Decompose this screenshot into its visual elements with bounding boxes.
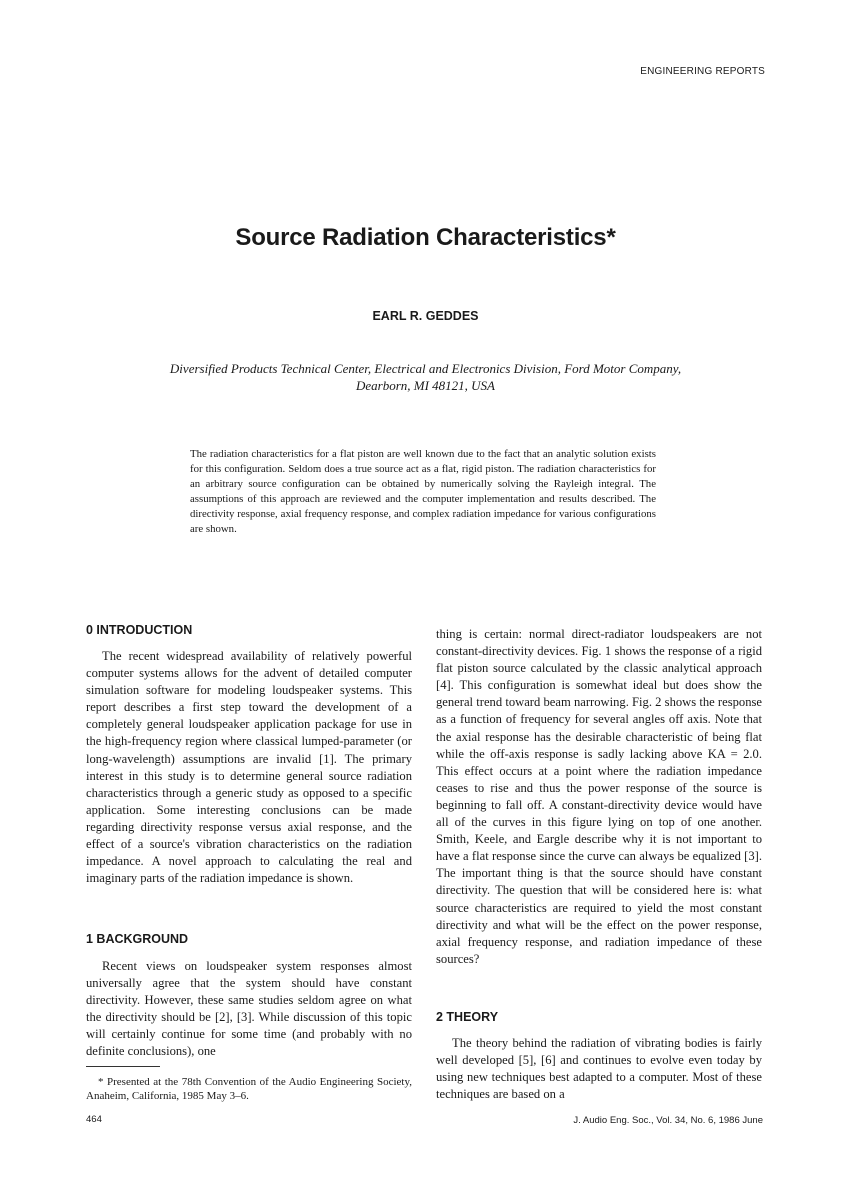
right-column-paragraph: thing is certain: normal direct-radiator loudspeakers are not constant-directivity devices. Fig. 1 shows the response of a rigid flat piston source calculated by the classic analytical approach [4]. This configuration is somewhat ideal but does show the general trend toward beam narrowing. Fig. 2 shows the response as a function of frequency for several angles off axis. Note that the axial response has the desirable characteristic of being flat while the off-axis response is sadly lacking above KA = 2.0. This effect occurs at a point where the radiation impedance ceases to rise and thus the power response of the source is beginning to fall off. A constant-directivity device would have all of the curves in this figure lying on top of one another. Smith, Keele, and Eargle describe why it is not important to have a flat response since the curve can always be equalized [3]. The important thing is that the source should have constant directivity. The question that will be considered here is: what source characteristics are required to yield the most constant directivity and what will be the effect on the power response, axial frequency response, and radiation impedance of these sources? [436, 627, 762, 966]
paper-title: Source Radiation Characteristics* [235, 224, 616, 251]
section-heading-background: 1 BACKGROUND [86, 932, 189, 946]
abstract: The radiation characteristics for a flat piston are well known due to the fact that an analytic solution exists for this configuration. Seldom does a true source act as a flat, rigid piston. The radiation characteristics for an arbitrary source configuration can be obtained by numerically solving the Rayleigh integral. The assumptions of this approach are reviewed and the computer implementation and results described. The directivity response, axial frequency response, and complex radiation impedance for various configurations are shown. [190, 448, 656, 535]
author-affiliation [100, 360, 751, 394]
running-head: ENGINEERING REPORTS [640, 66, 765, 77]
affiliation-line-1: Diversified Products Technical Center, Electrical and Electronics Division, Ford Motor Company, [169, 361, 682, 376]
author-name: EARL R. GEDDES [372, 309, 479, 323]
background-paragraph: Recent views on loudspeaker system responses almost universally agree that the system should have constant directivity. However, these same studies seldom agree on what the directivity should be [2], [3]. While discussion of this topic will certainly continue for some time (and probably with no definite conclusions), one [86, 959, 412, 1059]
page-number: 464 [86, 1114, 102, 1125]
affiliation-line-2: Dearborn, MI 48121, USA [355, 378, 495, 393]
theory-paragraph: The theory behind the radiation of vibrating bodies is fairly well developed [5], [6] and continues to evolve even today by using new techniques best adapted to a computer. Most of these techniques are based on a [436, 1036, 762, 1102]
section-heading-introduction: 0 INTRODUCTION [86, 623, 193, 637]
section-heading-theory: 2 THEORY [436, 1010, 499, 1024]
introduction-paragraph: The recent widespread availability of relatively powerful computer systems allows for the advent of detailed computer simulation software for modeling loudspeaker systems. This report describes a first step toward the development of a completely general loudspeaker application package for use in the high-frequency region where classical lumped-parameter (or long-wavelength) assumptions are invalid [1]. The primary interest in this study is to determine general source radiation characteristics through a generic study as opposed to a specific application. Some interesting conclusions can be made regarding directivity response versus axial response, and the effect of a source's vibration characteristics on the radiation impedance. A novel approach to calculating the real and imaginary parts of the radiation impedance is shown. [86, 649, 412, 886]
journal-citation: J. Audio Eng. Soc., Vol. 34, No. 6, 1986 June [573, 1115, 763, 1126]
footnote-rule [86, 1066, 160, 1067]
footnote: * Presented at the 78th Convention of the Audio Engineering Society, Anaheim, California, 1985 May 3–6. [86, 1076, 412, 1102]
